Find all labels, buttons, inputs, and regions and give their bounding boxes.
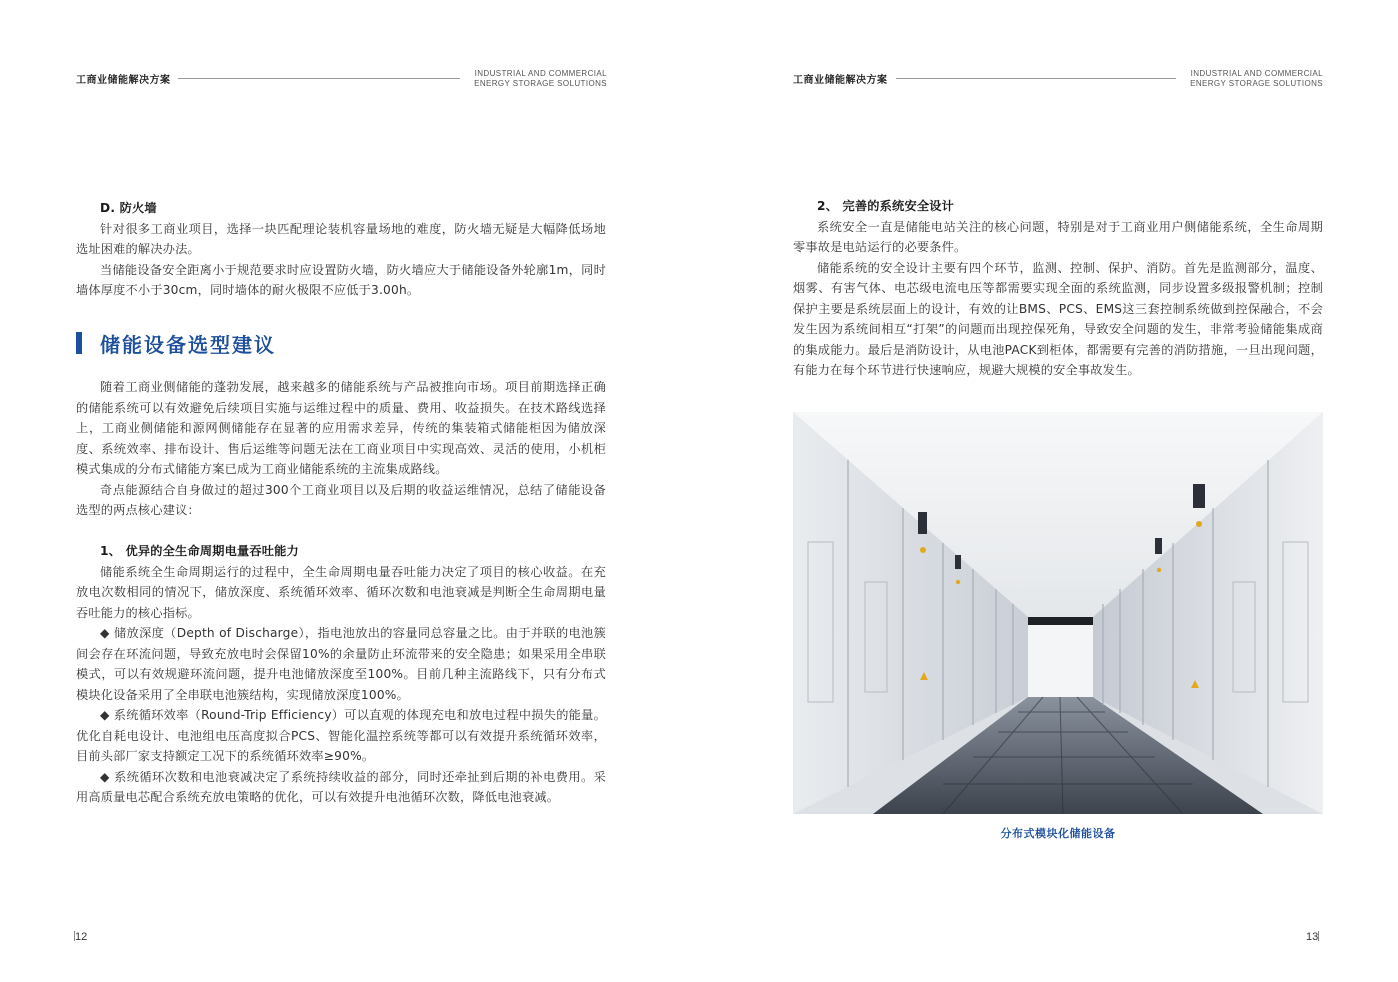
firewall-paragraph-1: 针对很多工商业项目，选择一块匹配理论装机容量场地的难度，防火墙无疑是大幅降低场地选址困难的解决办法。 — [76, 221, 606, 256]
intro-paragraph-1: 随着工商业侧储能的蓬勃发展，越来越多的储能系统与产品被推向市场。项目前期选择正确的储能系统可以有效避免后续项目实施与运维过程中的质量、费用、收益损失。在技术路线选择上，工商业侧储能和源网侧储能存在显著的应用需求差异，传统的集装箱式储能柜因为储放深度、系统效率、排布设计、售后运维等问题无法在工商业项目中实现高效、灵活的使用，小机柜模式集成的分布式储能方案已成为工商业储能系统的主流集成路线。 — [76, 380, 606, 476]
header-divider — [896, 78, 1176, 79]
safety-block — [793, 196, 1323, 381]
header-english-line2: ENERGY STORAGE SOLUTIONS — [1190, 79, 1323, 88]
header-english-line2: ENERGY STORAGE SOLUTIONS — [474, 79, 607, 88]
bullet-cycle-life: ◆ 系统循环次数和电池衰减决定了系统持续收益的部分，同时还牵扯到后期的补电费用。采用高质量电芯配合系统充放电策略的优化，可以有效提升电池循环次数，降低电池衰减。 — [76, 769, 606, 804]
throughput-block — [76, 541, 606, 808]
energy-storage-photo — [793, 412, 1323, 814]
firewall-title: D. 防火墙 — [100, 201, 157, 215]
firewall-block — [76, 198, 606, 301]
bullet-depth-of-discharge: ◆ 储放深度（Depth of Discharge），指电池放出的容量同总容量之比。由于并联的电池簇间会存在环流问题，导致充放电时会保留10%的余量防止环流带来的安全隐患；如果采用全串联模式，可以有效规避环流问题，提升电池储放深度至100%。目前几种主流路线下，只有分布式模块化设备采用了全串联电池簇结构，实现储放深度100%。 — [76, 626, 606, 702]
safety-paragraph-1: 系统安全一直是储能电站关注的核心问题，特别是对于工商业用户侧储能系统，全生命周期零事故是电站运行的必要条件。 — [793, 219, 1323, 254]
header-title: 工商业储能解决方案 — [76, 75, 171, 86]
throughput-paragraph: 储能系统全生命周期运行的过程中，全生命周期电量吞吐能力决定了项目的核心收益。在充放电次数相同的情况下，储放深度、系统循环效率、循环次数和电池衰减是判断全生命周期电量吞吐能力的核心指标。 — [76, 564, 606, 620]
safety-title: 2、 完善的系统安全设计 — [817, 199, 954, 213]
header-english-line1: INDUSTRIAL AND COMMERCIAL — [474, 69, 607, 78]
section-heading-bar — [76, 332, 82, 354]
server-corridor-illustration — [793, 412, 1323, 814]
bullet-round-trip-efficiency: ◆ 系统循环效率（Round-Trip Efficiency）可以直观的体现充电和放电过程中损失的能量。优化自耗电设计、电池组电压高度拟合PCS、智能化温控系统等都可以有效提升系统循环效率，目前头部厂家支持额定工况下的系统循环效率≥90%。 — [76, 708, 606, 763]
throughput-title: 1、 优异的全生命周期电量吞吐能力 — [100, 544, 299, 558]
header-title: 工商业储能解决方案 — [793, 75, 888, 86]
page-number-text: 12 — [75, 931, 88, 943]
section-heading-text: 储能设备选型建议 — [100, 333, 276, 357]
firewall-paragraph-2: 当储能设备安全距离小于规范要求时应设置防火墙，防火墙应大于储能设备外轮廓1m，同时墙体厚度不小于30cm，同时墙体的耐火极限不应低于3.00h。 — [76, 262, 606, 297]
right-page — [699, 0, 1398, 982]
intro-block — [76, 377, 606, 521]
header-english — [1190, 69, 1323, 89]
photo-caption: 分布式模块化储能设备 — [1000, 827, 1116, 840]
header-english — [474, 69, 607, 89]
header-english-line1: INDUSTRIAL AND COMMERCIAL — [1190, 69, 1323, 78]
page-number-left — [74, 931, 87, 943]
header-divider — [178, 78, 460, 79]
page-number-right — [1306, 931, 1319, 943]
page-number-tick — [1318, 931, 1319, 941]
intro-paragraph-2: 奇点能源结合自身做过的超过300个工商业项目以及后期的收益运维情况，总结了储能设备选型的两点核心建议： — [76, 482, 606, 517]
safety-paragraph-2: 储能系统的安全设计主要有四个环节，监测、控制、保护、消防。首先是监测部分，温度、烟雾、有害气体、电芯级电流电压等都需要实现全面的系统监测，同步设置多级报警机制；控制保护主要是系统层面上的设计，有效的让BMS、PCS、EMS这三套控制系统做到控保融合，不会发生因为系统间相互“打架”的问题而出现控保死角，导致安全问题的发生，非常考验储能集成商的集成能力。最后是消防设计，从电池PACK到柜体，都需要有完善的消防措施，一旦出现问题，有能力在每个环节进行快速响应，规避大规模的安全事故发生。 — [793, 260, 1323, 377]
page-number-text: 13 — [1306, 931, 1319, 943]
